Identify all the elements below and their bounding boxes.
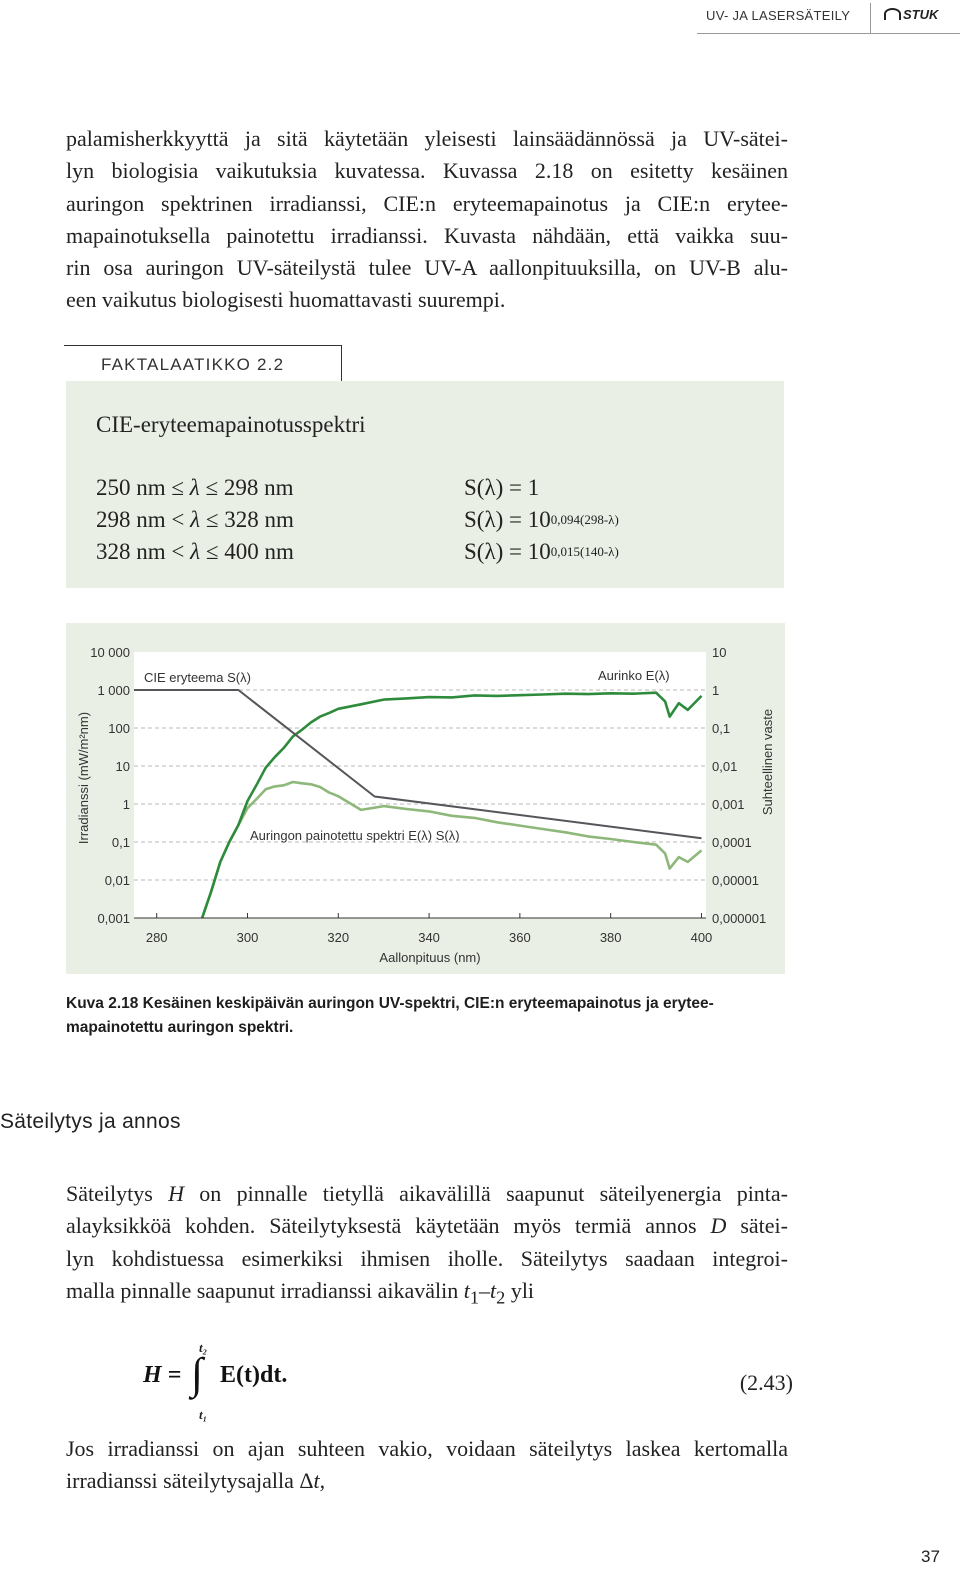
label-sun: Aurinko E(λ) [598,668,670,683]
figure-caption [66,992,788,1040]
constant-irradiance-paragraph [66,1433,788,1498]
formula-lhs: S(λ) = [464,507,528,532]
y2-tick-label: 1 [712,683,720,698]
y-tick-label: 0,1 [111,835,130,850]
intro-line: rin osa auringon UV-säteilystä tulee UV-A aallonpituuksilla, on UV-B alu- [66,255,788,281]
dose-line: lyn kohdistuessa esimerkiksi ihmisen iholle. Säteilytys saadaan integroi- [66,1245,788,1271]
running-header: UV- JA LASERSÄTEILY [706,8,851,23]
y-tick-label: 0,001 [97,911,130,926]
x-tick-label: 280 [145,930,168,945]
y-tick-label: 0,01 [104,873,130,888]
page-number: 37 [921,1547,940,1566]
caption-line: Kuva 2.18 Kesäinen keskipäivän auringon UV-spektri, CIE:n eryteemapainotus ja erytee- [66,995,714,1012]
y2-ticks [712,645,766,926]
y2-tick-label: 0,0001 [712,835,752,850]
lambda-symbol: λ [189,475,200,500]
range-start: 250 nm ≤ [96,475,190,500]
symbol-H: H [168,1181,184,1206]
x-tick-label: 300 [236,930,259,945]
range-end: ≤ 328 nm [200,507,294,532]
formula-base: 10 [527,507,551,532]
y2-tick-label: 10 [712,645,727,660]
integral-lower-limit: t₁ [199,1407,208,1422]
equation-2-43 [143,1340,793,1430]
y2-axis-label: Suhteellinen vaste [760,708,775,816]
y2-tick-label: 0,01 [712,759,738,774]
range-start: 298 nm < [96,507,191,532]
formula-lhs: S(λ) = 1 [464,475,540,500]
y-ticks [90,645,130,926]
lambda-symbol: λ [190,507,201,532]
integral-sign: ∫ [191,1349,204,1398]
x-axis-label: Aallonpituus (nm) [379,950,481,965]
symbol-D: D [710,1213,727,1239]
intro-line: palamisherkkyyttä ja sitä käytetään yleisesti lainsäädännössä ja UV-sätei- [66,126,788,151]
equation-number: (2.43) [739,1370,793,1395]
dose-paragraph [66,1178,788,1314]
x-tick-label: 380 [599,930,622,945]
y-tick-label: 1 [122,797,130,812]
y-tick-label: 100 [108,721,130,736]
caption-line: mapainotettu auringon spektri. [66,1019,294,1036]
dose-line: alayksikköä kohden. Säteilytyksestä käytetään myös termiä annos D sätei- [66,1213,788,1239]
x-tick-label: 360 [509,930,531,945]
constant-line: Jos irradianssi on ajan suhteen vakio, voidaan säteilytys laskea kertomalla [66,1436,788,1461]
intro-line: een vaikutus biologisesti huomattavasti suurempi. [66,287,506,313]
x-tick-label: 320 [327,930,350,945]
y-tick-label: 10 000 [90,645,130,660]
constant-line: irradianssi säteilytysajalla Δt, [66,1468,326,1494]
x-tick-label: 340 [418,930,440,945]
formula-base: 10 [527,539,551,564]
formula-lhs: S(λ) = [464,539,528,564]
intro-line: mapainotuksella painotettu irradianssi. Kuvasta nähdään, että vaikka suu- [66,222,788,248]
y-axis-label: Irradianssi (mW/m²nm) [76,711,91,845]
equation-rhs: E(t)dt. [220,1362,288,1388]
y2-tick-label: 0,000001 [712,911,767,926]
range-start: 328 nm < [96,539,191,564]
label-weighted-spectrum: Auringon painotettu spektri E(λ) S(λ) [250,828,460,843]
y2-tick-label: 0,1 [712,721,731,736]
y2-tick-label: 0,001 [712,797,745,812]
lambda-symbol: λ [190,539,201,564]
factbox-title: CIE-eryteemapainotusspektri [96,412,366,437]
x-tick-label: 400 [690,930,713,945]
y-tick-label: 1 000 [97,683,130,698]
intro-line: auringon spektrinen irradianssi, CIE:n eryteemapainotus ja CIE:n erytee- [66,190,788,216]
formula-exponent: 0,015(140-λ) [550,544,619,559]
stuk-logo-text: STUK [903,7,939,22]
intro-line: lyn biologisia vaikutuksia kuvatessa. Kuvassa 2.18 on esitetty kesäinen [66,158,788,184]
equation-lhs: H = [143,1362,182,1388]
y2-tick-label: 0,00001 [712,873,759,888]
section-heading: Säteilytys ja annos [0,1110,181,1133]
plot-area [134,652,706,918]
dose-line: Säteilytys H on pinnalle tietyllä aikavälillä saapunut säteilyenergia pinta- [66,1181,789,1206]
formula-exponent: 0,094(298-λ) [550,512,619,527]
integral-upper-limit: t₂ [199,1340,208,1355]
dose-line: malla pinnalle saapunut irradianssi aikavälin $t_1-t_2$ yli [66,1277,535,1308]
y-tick-label: 10 [115,759,130,774]
range-end: ≤ 400 nm [200,539,294,564]
range-end: ≤ 298 nm [199,475,294,500]
factbox-tab-label: FAKTALAATIKKO 2.2 [101,355,285,374]
label-cie-erythema: CIE eryteema S(λ) [144,670,251,685]
